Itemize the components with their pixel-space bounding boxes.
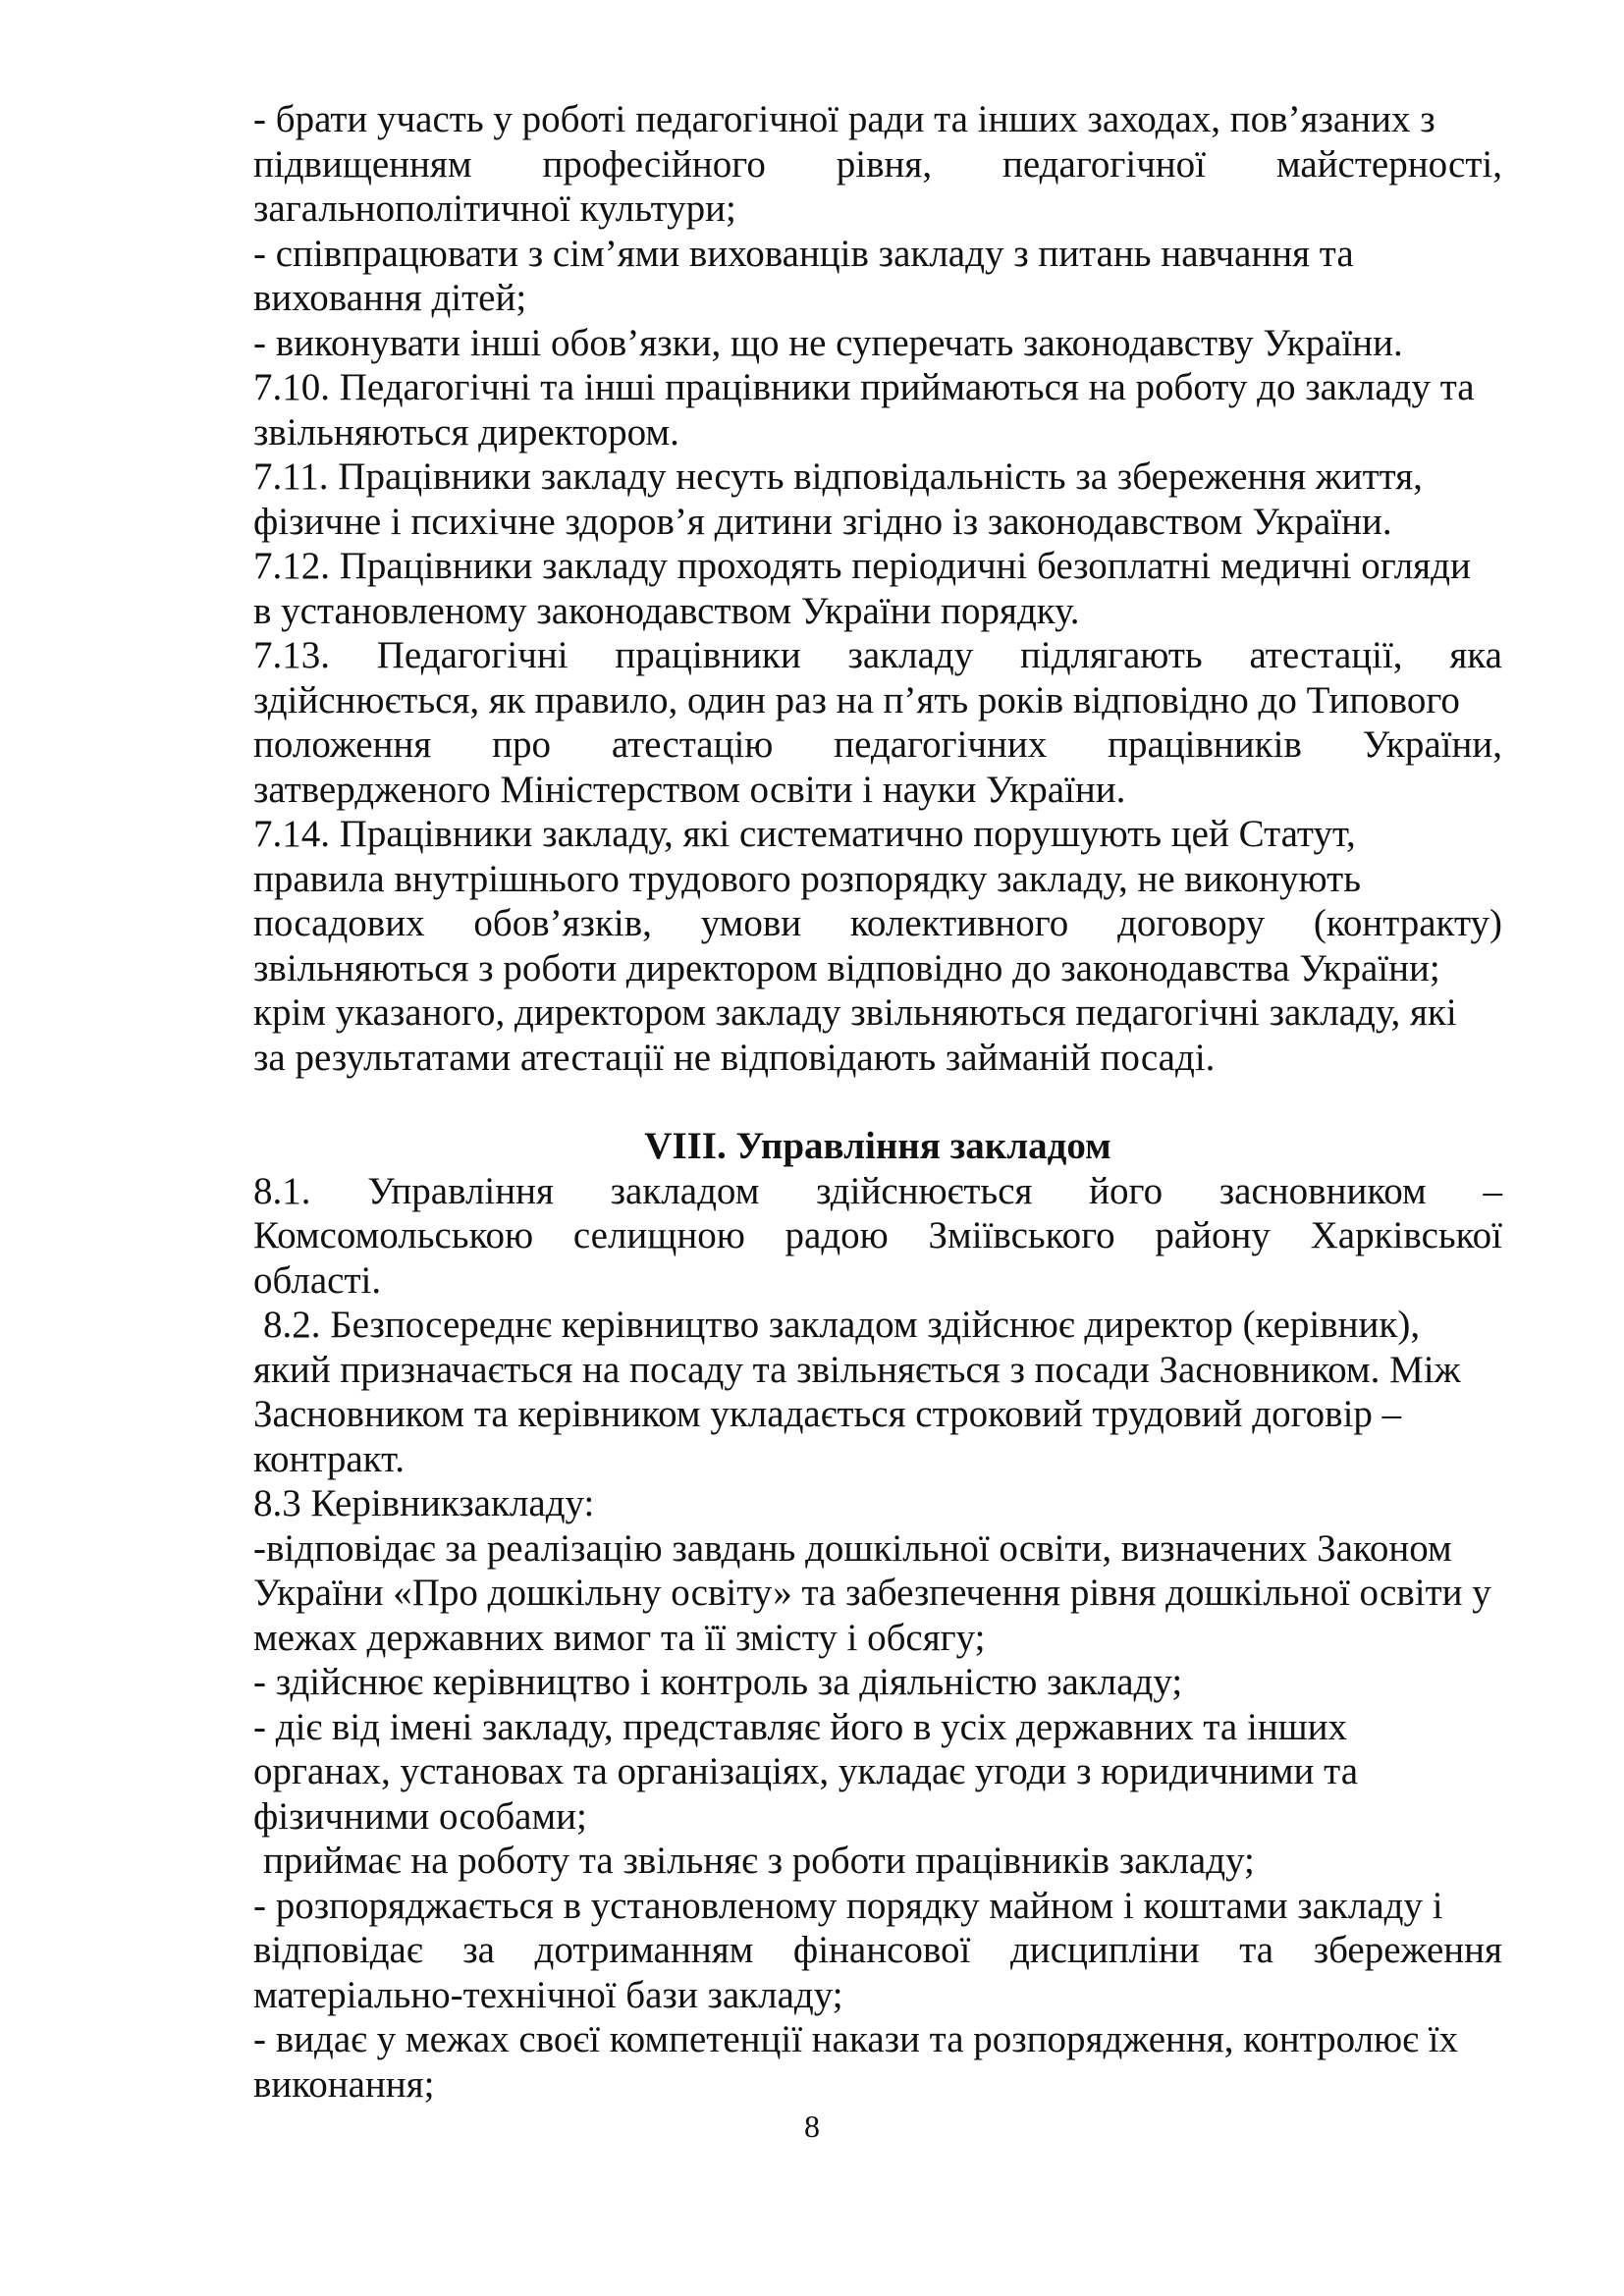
paragraph-line: 7.10. Педагогічні та інші працівники приймаються на роботу до закладу та	[253, 366, 1475, 408]
paragraph-line: 7.11. Працівники закладу несуть відповідальність за збереження життя,	[253, 455, 1423, 498]
paragraph-line: посадових обов’язків, умови колективного договору (контракту)	[253, 902, 1502, 944]
paragraph-line: правила внутрішнього трудового розпорядку закладу, не виконують	[253, 857, 1361, 900]
paragraph-line: Засновником та керівником укладається строковий трудовий договір –	[253, 1393, 1402, 1435]
section-heading: VIII. Управління закладом	[644, 1125, 1111, 1167]
document-body	[253, 97, 1502, 2107]
paragraph-line: області.	[253, 1258, 382, 1302]
paragraph-line: 7.14. Працівники закладу, які систематично порушують цей Статут,	[253, 813, 1356, 855]
paragraph-line: України «Про дошкільну освіту» та забезпечення рівня дошкільної освіти у	[253, 1572, 1491, 1614]
paragraph-line: межах державних вимог та її змісту і обсягу;	[253, 1616, 986, 1659]
paragraph-line: звільняються з роботи директором відповідно до законодавства України;	[253, 946, 1440, 989]
paragraph-line: фізичними особами;	[253, 1794, 587, 1838]
paragraph-line: приймає на роботу та звільняє з роботи працівників закладу;	[263, 1840, 1255, 1882]
paragraph-line: 7.13. Педагогічні працівники закладу підлягають атестації, яка	[253, 634, 1502, 676]
paragraph-line: 8.1. Управління закладом здійснюється його засновником –	[253, 1169, 1502, 1212]
paragraph-line: звільняються директором.	[253, 410, 679, 454]
paragraph-line: - розпоряджається в установленому порядку майном і коштами закладу і	[253, 1884, 1443, 1927]
paragraph-line: 8.3 Керівникзакладу:	[253, 1482, 595, 1524]
paragraph-line: 7.12. Працівники закладу проходять періодичні безоплатні медичні огляди	[253, 545, 1471, 587]
paragraph-line: матеріально-технічної бази закладу;	[253, 1973, 843, 2016]
paragraph-line: - співпрацювати з сім’ями вихованців закладу з питань навчання та	[253, 232, 1354, 275]
paragraph-line: за результатами атестації не відповідають займаній посаді.	[253, 1036, 1216, 1079]
paragraph-line: - брати участь у роботі педагогічної ради та інших заходах, пов’язаних з	[253, 98, 1435, 140]
paragraph-line: Комсомольською селищною радою Зміївського району Харківської	[253, 1214, 1502, 1256]
paragraph-line: здійснюється, як правило, один раз на п’ять років відповідно до Типового	[253, 678, 1460, 721]
paragraph-line: відповідає за дотриманням фінансової дисципліни та збереження	[253, 1929, 1502, 1971]
paragraph-line: в установленому законодавством України порядку.	[253, 589, 1080, 632]
paragraph-line: органах, установах та організаціях, укладає угоди з юридичними та	[253, 1750, 1359, 1792]
section-spacer	[253, 1080, 1502, 1124]
page-number: 8	[804, 2109, 820, 2144]
paragraph-line: - діє від імені закладу, представляє його в усіх державних та інших	[253, 1705, 1348, 1748]
paragraph-line: - виконувати інші обов’язки, що не суперечать законодавству України.	[253, 321, 1403, 364]
paragraph-line: виконання;	[253, 2062, 435, 2106]
paragraph-line: - видає у межах своєї компетенції накази та розпорядження, контролює їх	[253, 2018, 1458, 2060]
paragraph-line: -відповідає за реалізацію завдань дошкільної освіти, визначених Законом	[253, 1526, 1452, 1570]
paragraph-line: крім указаного, директором закладу звільняються педагогічні закладу, які	[253, 991, 1457, 1034]
paragraph-line: підвищенням професійного рівня, педагогічної майстерності,	[253, 142, 1502, 186]
paragraph-line: контракт.	[253, 1437, 405, 1480]
paragraph-line: загальнополітичної культури;	[253, 187, 736, 230]
paragraph-line: виховання дітей;	[253, 277, 527, 319]
paragraph-line: який призначається на посаду та звільняється з посади Засновником. Між	[253, 1348, 1461, 1391]
paragraph-line: 8.2. Безпосереднє керівництво закладом здійснює директор (керівник),	[263, 1304, 1421, 1346]
paragraph-line: затвердженого Міністерством освіти і науки України.	[253, 768, 1126, 811]
paragraph-line: фізичне і психічне здоров’я дитини згідно із законодавством України.	[253, 500, 1392, 543]
paragraph-line: положення про атестацію педагогічних працівників України,	[253, 723, 1502, 766]
paragraph-line: - здійснює керівництво і контроль за діяльністю закладу;	[253, 1661, 1183, 1703]
